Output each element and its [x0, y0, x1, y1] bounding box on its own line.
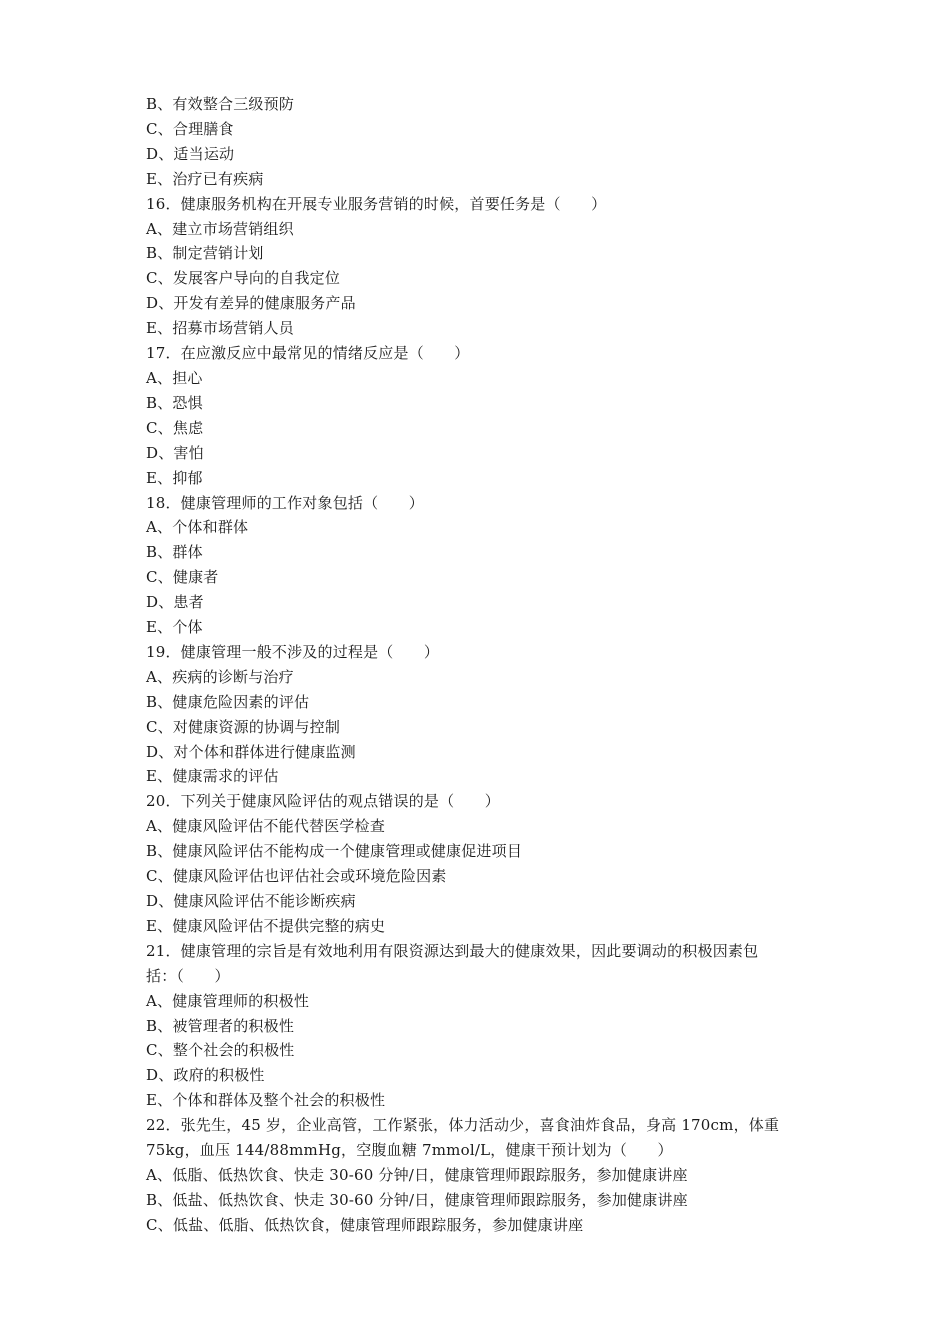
answer-option: B、制定营销计划 — [146, 244, 264, 263]
answer-option: A、建立市场营销组织 — [146, 219, 294, 238]
answer-option: C、合理膳食 — [146, 119, 234, 138]
answer-option: C、对健康资源的协调与控制 — [146, 717, 341, 736]
answer-option: C、低盐、低脂、低热饮食，健康管理师跟踪服务，参加健康讲座 — [146, 1215, 584, 1234]
answer-option: B、健康危险因素的评估 — [146, 692, 310, 711]
answer-option: E、抑郁 — [146, 468, 203, 487]
question-text: 21．健康管理的宗旨是有效地利用有限资源达到最大的健康效果，因此要调动的积极因素包 — [146, 941, 759, 960]
question-text: 括：（ ） — [146, 966, 230, 985]
answer-option: A、个体和群体 — [146, 518, 249, 537]
answer-option: D、害怕 — [146, 443, 204, 462]
question-text: 75kg，血压 144/88mmHg，空腹血糖 7mmol/L，健康干预计划为（ ） — [146, 1141, 673, 1160]
answer-option: C、整个社会的积极性 — [146, 1041, 295, 1060]
answer-option: B、恐惧 — [146, 393, 203, 412]
answer-option: E、健康风险评估不提供完整的病史 — [146, 916, 386, 935]
answer-option: D、健康风险评估不能诊断疾病 — [146, 892, 356, 910]
question-text: 17．在应激反应中最常见的情绪反应是（ ） — [146, 344, 470, 363]
answer-option: B、有效整合三级预防 — [146, 95, 295, 113]
answer-option: E、健康需求的评估 — [146, 767, 279, 786]
answer-option: A、健康风险评估不能代替医学检查 — [146, 817, 386, 836]
answer-option: D、开发有差异的健康服务产品 — [146, 294, 356, 313]
answer-option: E、个体和群体及整个社会的积极性 — [146, 1091, 386, 1110]
question-text: 16．健康服务机构在开展专业服务营销的时候，首要任务是（ ） — [146, 194, 607, 213]
question-text: 22．张先生，45 岁，企业高管，工作紧张，体力活动少，喜食油炸食品，身高 170cm，体重 — [146, 1116, 780, 1135]
answer-option: A、疾病的诊断与治疗 — [146, 667, 294, 686]
answer-option: B、低盐、低热饮食、快走 30-60 分钟/日，健康管理师跟踪服务，参加健康讲座 — [146, 1190, 688, 1209]
answer-option: C、健康者 — [146, 568, 219, 587]
question-text: 18．健康管理师的工作对象包括（ ） — [146, 493, 424, 512]
answer-option: E、招募市场营销人员 — [146, 319, 294, 338]
answer-option: A、健康管理师的积极性 — [146, 991, 310, 1010]
answer-option: B、被管理者的积极性 — [146, 1016, 295, 1035]
answer-option: A、低脂、低热饮食、快走 30-60 分钟/日，健康管理师跟踪服务，参加健康讲座 — [146, 1165, 688, 1184]
answer-option: B、群体 — [146, 543, 203, 562]
answer-option: C、发展客户导向的自我定位 — [146, 269, 341, 288]
answer-option: C、焦虑 — [146, 418, 204, 437]
answer-option: E、治疗已有疾病 — [146, 169, 264, 188]
answer-option: D、对个体和群体进行健康监测 — [146, 742, 356, 761]
document-page — [146, 92, 814, 1238]
question-text: 19．健康管理一般不涉及的过程是（ ） — [146, 642, 440, 661]
answer-option: D、患者 — [146, 593, 204, 612]
question-text: 20．下列关于健康风险评估的观点错误的是（ ） — [146, 792, 500, 811]
answer-option: C、健康风险评估也评估社会或环境危险因素 — [146, 867, 447, 886]
answer-option: A、担心 — [146, 368, 203, 387]
answer-option: B、健康风险评估不能构成一个健康管理或健康促进项目 — [146, 842, 523, 861]
answer-option: D、适当运动 — [146, 144, 235, 163]
answer-option: E、个体 — [146, 618, 203, 637]
answer-option: D、政府的积极性 — [146, 1066, 265, 1085]
